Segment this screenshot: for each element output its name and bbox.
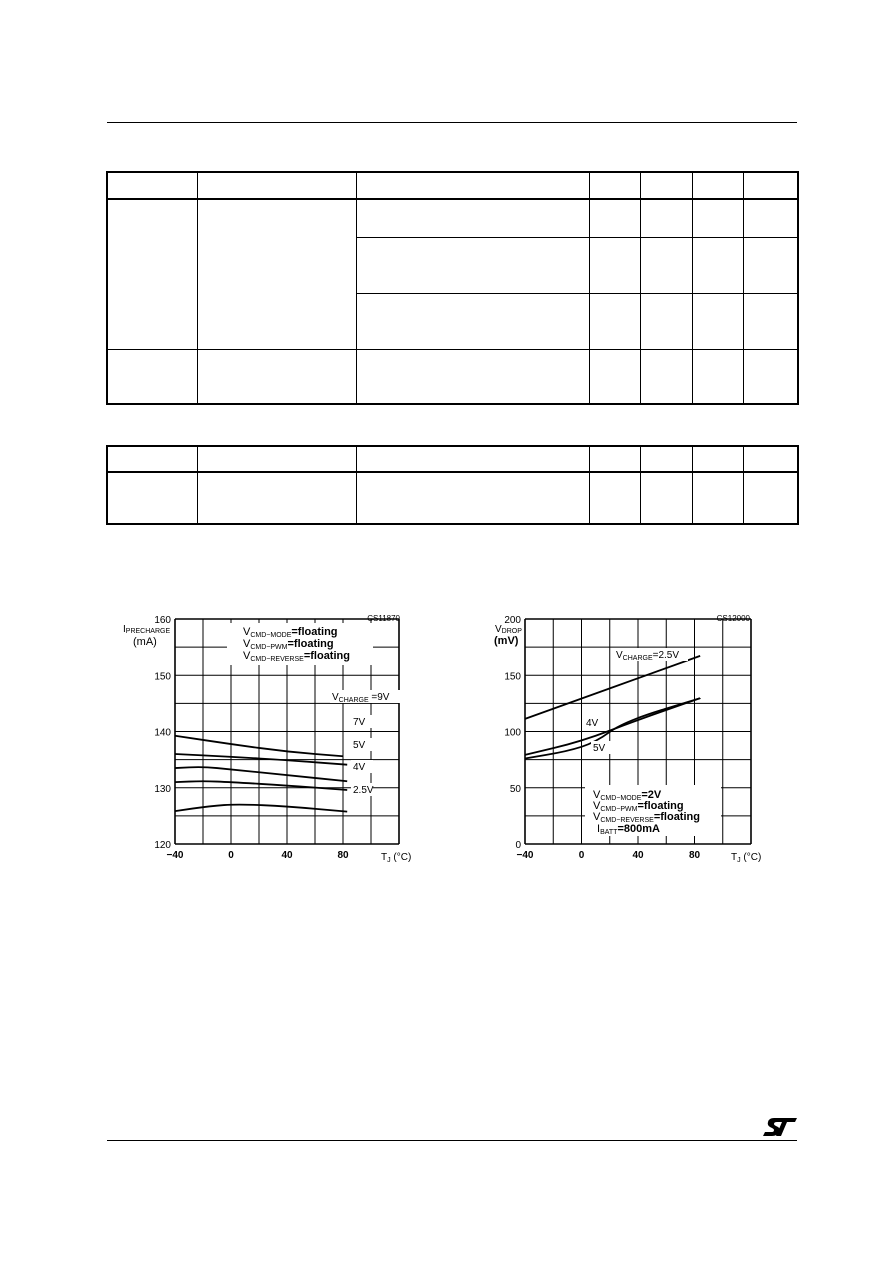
- x-tick-label: −40: [516, 850, 534, 861]
- series-label: $V_{CHARGE}=2.5V$: [616, 650, 680, 662]
- series-line-5V: [175, 767, 347, 781]
- series-label: 5V: [593, 743, 606, 754]
- conditions-text: VCMD−MODE=2V VCMD−PWM=floating VCMD−REVERSE=floating IBATT=800mA: [593, 789, 700, 836]
- series-label: 5V: [353, 740, 366, 751]
- x-tick-label: −40: [166, 850, 184, 861]
- series-label: 4V: [586, 718, 599, 729]
- header-rule: [107, 122, 797, 123]
- electrical-characteristics-table-2: [106, 445, 799, 525]
- table-row: [107, 199, 798, 237]
- x-tick-label: 0: [578, 850, 585, 861]
- y-tick-label: 160: [154, 615, 171, 626]
- series-line-2-5V: [525, 656, 700, 719]
- plot-area: [154, 615, 404, 861]
- voltage-drop-plot: [488, 606, 808, 876]
- table-header-row: [107, 446, 798, 472]
- table-row: [107, 472, 798, 524]
- y-axis-label: VDROP: [495, 624, 522, 635]
- y-tick-label: 120: [154, 840, 171, 851]
- series-label: $V_{CHARGE} =9V$: [332, 692, 390, 704]
- series-line-4V: [175, 781, 347, 790]
- x-tick-label: 40: [632, 850, 644, 861]
- y-axis-unit: (mA): [133, 636, 157, 648]
- precharge-current-plot: [110, 606, 430, 876]
- y-tick-label: 140: [154, 727, 171, 739]
- footer-rule: [107, 1140, 797, 1141]
- precharge-current-chart: [110, 606, 430, 876]
- conditions-text: VCMD−MODE=floating VCMD−PWM=floating VCMD−REVERSE=floating: [243, 626, 350, 663]
- voltage-drop-chart: [488, 606, 808, 876]
- y-tick-label: 130: [154, 783, 171, 795]
- y-tick-label: 150: [504, 671, 521, 683]
- series-label: 2.5V: [353, 785, 374, 796]
- x-axis-label: $T_J$ (°C): [381, 852, 412, 864]
- x-axis-label: $T_J$ (°C): [731, 852, 762, 864]
- chart-code: CS11870: [367, 614, 400, 623]
- series-label: 4V: [353, 762, 366, 773]
- x-tick-label: 40: [281, 850, 293, 861]
- x-tick-label: 80: [337, 850, 349, 861]
- y-tick-label: 150: [154, 671, 171, 683]
- electrical-characteristics-table-1: [106, 171, 799, 405]
- table-row: [107, 349, 798, 404]
- y-tick-label: 0: [515, 840, 521, 851]
- x-tick-label: 0: [228, 850, 234, 861]
- y-tick-label: 50: [509, 783, 521, 795]
- y-axis-unit: (mV): [494, 635, 519, 647]
- table-header-row: [107, 172, 798, 199]
- st-logo-icon: [762, 1117, 798, 1137]
- y-axis-label: IPRECHARGE: [123, 624, 171, 635]
- series-line-2-5V: [175, 805, 347, 812]
- chart-code: CS12000: [716, 614, 750, 623]
- y-tick-label: 100: [504, 727, 521, 739]
- y-tick-label: 200: [504, 615, 521, 626]
- x-tick-label: 80: [688, 850, 701, 861]
- series-label: 7V: [353, 717, 366, 728]
